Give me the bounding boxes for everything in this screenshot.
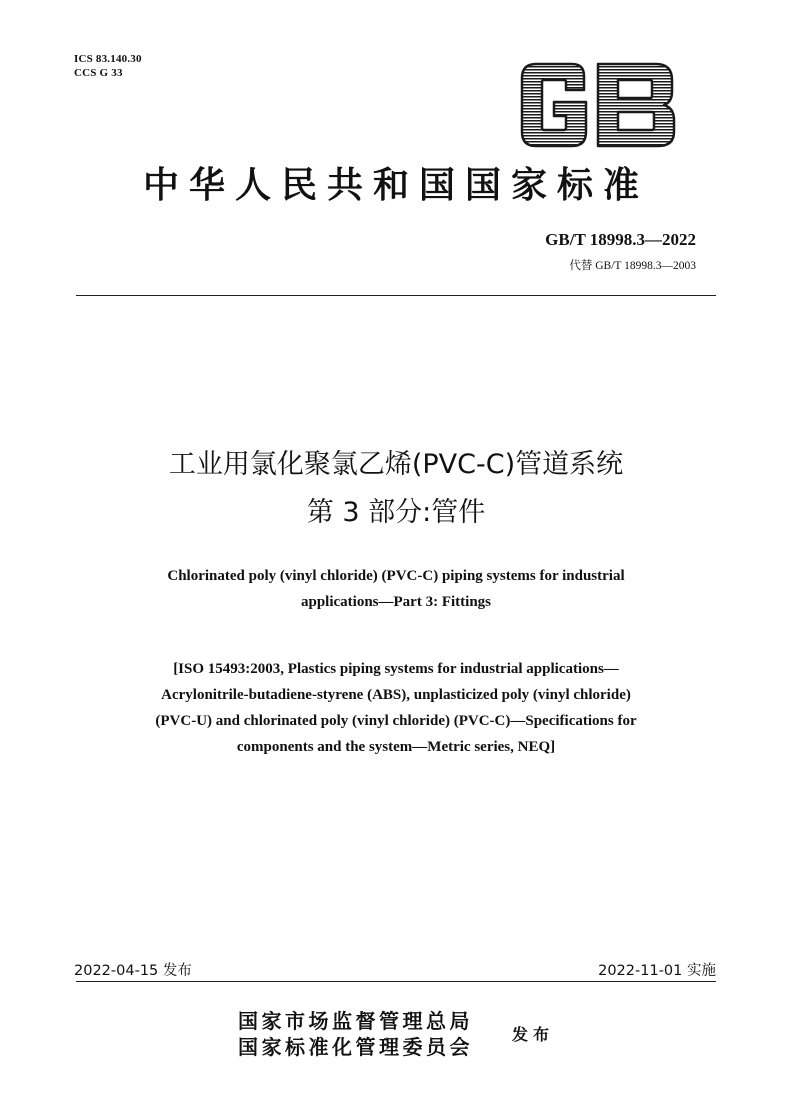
iso-reference-line3: (PVC-U) and chlorinated poly (vinyl chloride) (PVC-C)—Specifications for — [155, 713, 637, 729]
ccs-code: CCS G 33 — [74, 67, 123, 79]
replaces-standard: 代替 GB/T 18998.3—2003 — [569, 260, 696, 272]
footer-divider — [76, 981, 716, 982]
issue-date: 2022-04-15 发布 — [74, 963, 192, 979]
ics-code: ICS 83.140.30 — [74, 53, 142, 65]
iso-reference-line4: components and the system—Metric series, NEQ] — [236, 739, 556, 755]
chinese-title-line2: 第 3 部分:管件 — [306, 497, 486, 528]
english-title-line2: applications—Part 3: Fittings — [301, 594, 491, 610]
publisher-samr: 国家市场监督管理总局 — [238, 1009, 473, 1033]
publish-label: 发布 — [512, 1025, 555, 1044]
implementation-date: 2022-11-01 实施 — [598, 963, 716, 979]
classification-codes — [74, 52, 142, 80]
header-divider — [76, 295, 716, 296]
publisher-sac: 国家标准化管理委员会 — [238, 1035, 473, 1059]
national-standard-title: 中华人民共和国国家标准 — [142, 164, 649, 206]
iso-reference-line1: [ISO 15493:2003, Plastics piping systems for industrial applications— — [173, 661, 619, 677]
english-title-line1: Chlorinated poly (vinyl chloride) (PVC-C) piping systems for industrial — [167, 568, 625, 584]
standard-number: GB/T 18998.3—2022 — [545, 230, 696, 249]
iso-reference-line2: Acrylonitrile-butadiene-styrene (ABS), unplasticized poly (vinyl chloride) — [161, 687, 631, 703]
gb-logo — [514, 60, 678, 150]
chinese-title-line1: 工业用氯化聚氯乙烯(PVC-C)管道系统 — [168, 449, 624, 480]
